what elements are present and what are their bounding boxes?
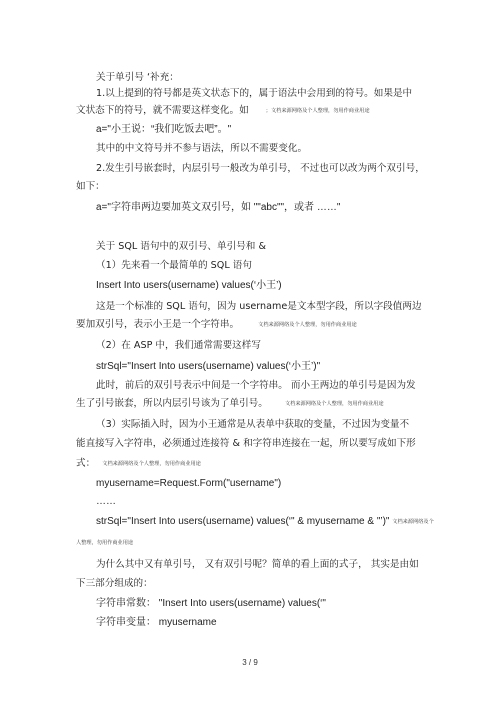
paragraph-line (76, 105, 370, 117)
watermark-note: 文档来源网络及个人整理，勿用作商业用途 (258, 322, 357, 328)
section-heading-sql-quotes: 关于 SQL 语句中的双引号、单引号和 & (96, 241, 266, 252)
code-example-line (96, 516, 434, 528)
paragraph-line: 此时，前后的双引号表示中间是一个字符串。 而小王两边的单引号是因为发 (96, 380, 416, 391)
paragraph-text: 式： (76, 458, 96, 469)
code-ellipsis: …… (96, 496, 116, 507)
paragraph-line: 下三部分组成的： (76, 578, 153, 589)
paragraph-line: （3）实际插入时，因为小王通常是从表单中获取的变量，不过因为变量不 (96, 419, 410, 430)
paragraph-line: 为什么其中又有单引号， 又有双引号呢？简单的看上面的式子， 其实是由如 (96, 559, 419, 570)
section-heading-quote-supplement: 关于单引号 ‘补充： (96, 72, 179, 83)
code-text: strSql="Insert Into users(username) values(‘" & myusername & "’)" (96, 516, 390, 527)
watermark-note: ；文档来源网络及个人整理，勿用作商业用途 (265, 108, 370, 114)
paragraph-line: 1.以上提到的符号都是英文状态下的，属于语法中会用到的符号。如果是中 (96, 88, 413, 99)
code-example-line: a="字符串两边要加英文双引号，如 ""abc""，或者 ……" (96, 202, 341, 213)
paragraph-line: 如下： (76, 181, 105, 192)
paragraph-line (76, 319, 357, 331)
code-example-line: strSql="Insert Into users(username) values(‘小王’)" (96, 361, 321, 372)
paragraph-line: 其中的中文符号并不参与语法，所以不需要变化。 (96, 143, 308, 154)
paragraph-line (76, 398, 384, 410)
code-example-line: 字符串常数： "Insert Into users(username) values(‘" (96, 598, 326, 609)
paragraph-line: （1）先来看一个最简单的 SQL 语句 (96, 260, 252, 271)
paragraph-line: 这是一个标准的 SQL 语句，因为 username是文本型字段，所以字段值两边 (96, 301, 422, 312)
watermark-note: 文档来源网络及个人整理，勿用作商业用途 (284, 401, 384, 407)
paragraph-line: 2.发生引号嵌套时，内层引号一般改为单引号， 不过也可以改为两个双引号， (96, 163, 425, 174)
paragraph-text: 生了引号嵌套，所以内层引号该为了单引号。 (76, 398, 268, 409)
paragraph-line: （2）在 ASP 中，我们通常需要这样写 (96, 340, 261, 351)
paragraph-text: 文状态下的符号，就不需要这样变化。如 (76, 105, 249, 116)
paragraph-text: 要加双引号，表示小王是一个字符串。 (76, 319, 240, 330)
watermark-note: 文档来源网络及个人整理，勿用作商业用途 (102, 461, 201, 467)
paragraph-line: 能直接写入字符串，必须通过连接符 & 和字符串连接在一起，所以要写成如下形 (76, 438, 416, 449)
paragraph-line (76, 458, 201, 470)
code-example-line: myusername=Request.Form("username") (96, 478, 282, 489)
watermark-note: 文档来源网络及个 (392, 519, 434, 525)
code-example-line: Insert Into users(username) values(‘小王’) (96, 280, 282, 291)
code-example-line: a="小王说：“我们吃饭去吧”。" (96, 124, 232, 135)
code-example-line: 字符串变量： myusername (96, 617, 217, 628)
page-number: 3 / 9 (242, 658, 258, 667)
watermark-note: 人整理，勿用作商业用途 (76, 540, 134, 546)
